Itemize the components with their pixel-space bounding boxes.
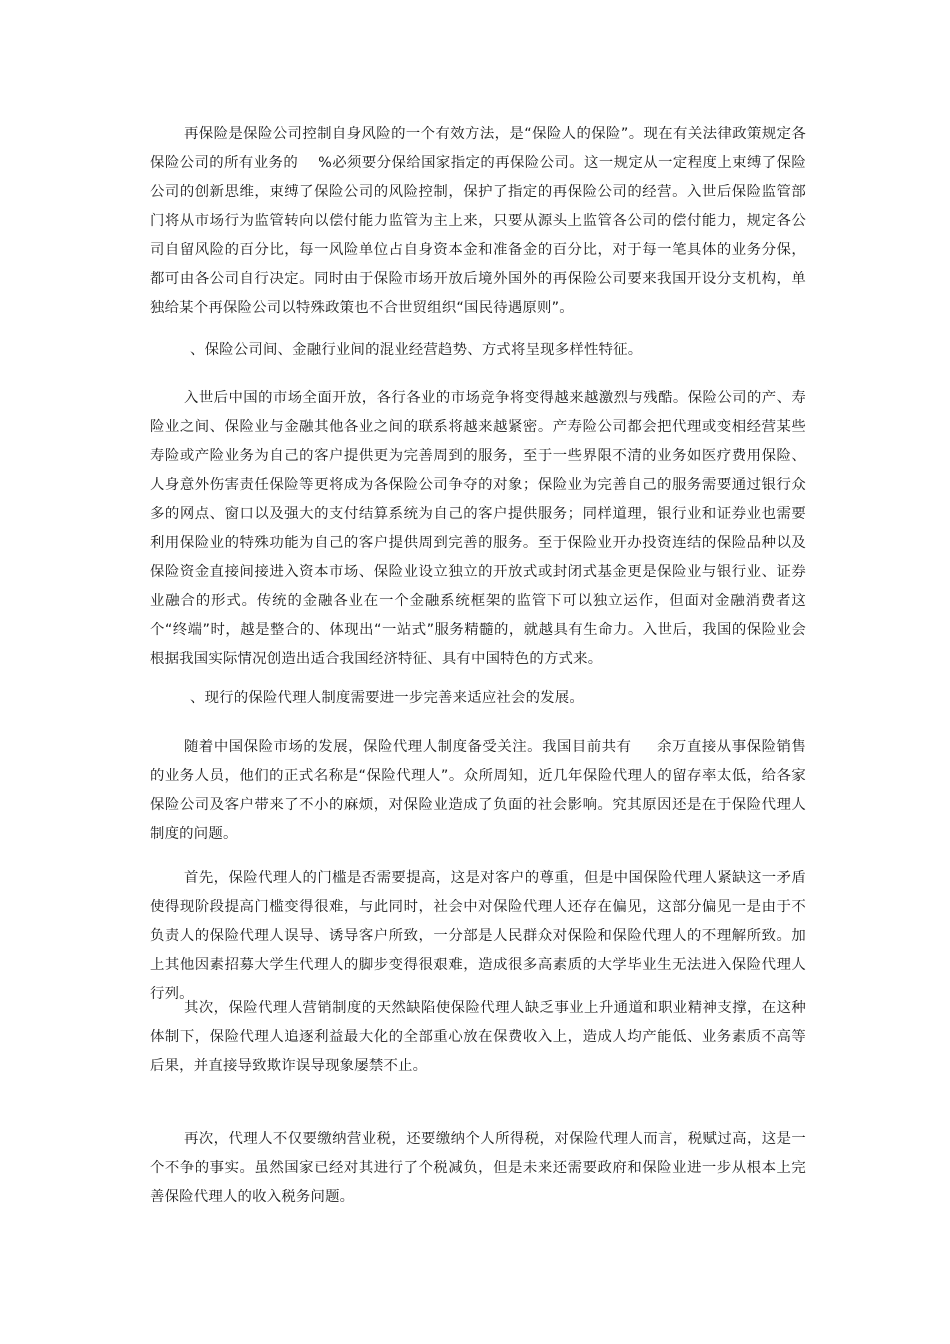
paragraph-reinsurance: 再保险是保险公司控制自身风险的一个有效方法，是“保险人的保险”。现在有关法律政策规定各保险公司的所有业务的 %必须要分保给国家指定的再保险公司。这一规定从一定程度上束缚了保险公司的创新思维，束缚了保险公司的风险控制，保护了指定的再保险公司的经营。入世后保险监管部门将从市场行为监管转向以偿付能力监管为主上来，只要从源头上监管各公司的偿付能力，规定各公司自留风险的百分比，每一风险单位占自身资本金和准备金的百分比，对于每一笔具体的业务分保，都可由各公司自行决定。同时由于保险市场开放后境外国外的再保险公司要来我国开设分支机构，单独给某个再保险公司以特殊政策也不合世贸组织“国民待遇原则”。 [150,126,806,316]
paragraph-second-marketing-flaw: 其次，保险代理人营销制度的天然缺陷使保险代理人缺乏事业上升通道和职业精神支撑，在这种体制下，保险代理人追逐利益最大化的全部重心放在保费收入上，造成人均产能低、业务素质不高等后果，并直接导致欺诈误导现象屡禁不止。 [150,1000,806,1074]
section-heading-agent-system: 、现行的保险代理人制度需要进一步完善来适应社会的发展。 [190,690,584,706]
paragraph-third-taxation: 再次，代理人不仅要缴纳营业税，还要缴纳个人所得税，对保险代理人而言，税赋过高，这是一个不争的事实。虽然国家已经对其进行了个税减负，但是未来还需要政府和保险业进一步从根本上完善保险代理人的收入税务问题。 [150,1131,806,1205]
paragraph-first-threshold: 首先，保险代理人的门槛是否需要提高，这是对客户的尊重，但是中国保险代理人紧缺这一矛盾使得现阶段提高门槛变得很难，与此同时，社会中对保险代理人还存在偏见，这部分偏见一是由于不负责人的保险代理人误导、诱导客户所致，一分部是人民群众对保险和保险代理人的不理解所致。加上其他因素招募大学生代理人的脚步变得很艰难，造成很多高素质的大学毕业生无法进入保险代理人行列。 [150,870,806,1002]
paragraph-agent-development: 随着中国保险市场的发展，保险代理人制度备受关注。我国目前共有 余万直接从事保险销售的业务人员，他们的正式名称是“保险代理人”。众所周知，近几年保险代理人的留存率太低，给各家保险公司及客户带来了不小的麻烦，对保险业造成了负面的社会影响。究其原因还是在于保险代理人制度的问题。 [150,739,806,842]
paragraph-market-opening: 入世后中国的市场全面开放，各行各业的市场竞争将变得越来越激烈与残酷。保险公司的产、寿险业之间、保险业与金融其他各业之间的联系将越来越紧密。产寿险公司都会把代理或变相经营某些寿险或产险业务为自己的客户提供更为完善周到的服务，至于一些界限不清的业务如医疗费用保险、人身意外伤害责任保险等更将成为各保险公司争夺的对象；保险业为完善自己的服务需要通过银行众多的网点、窗口以及强大的支付结算系统为自己的客户提供服务；同样道理，银行业和证券业也需要利用保险业的特殊功能为自己的客户提供周到完善的服务。至于保险业开办投资连结的保险品种以及保险资金直接间接进入资本市场、保险业设立独立的开放式或封闭式基金更是保险业与银行业、证券业融合的形式。传统的金融各业在一个金融系统框架的监管下可以独立运作，但面对金融消费者这个“终端”时，越是整合的、体现出“一站式”服务精髓的，就越具有生命力。入世后，我国的保险业会根据我国实际情况创造出适合我国经济特征、具有中国特色的方式来。 [150,390,806,667]
section-heading-mixed-operation: 、保险公司间、金融行业间的混业经营趋势、方式将呈现多样性特征。 [190,342,643,358]
